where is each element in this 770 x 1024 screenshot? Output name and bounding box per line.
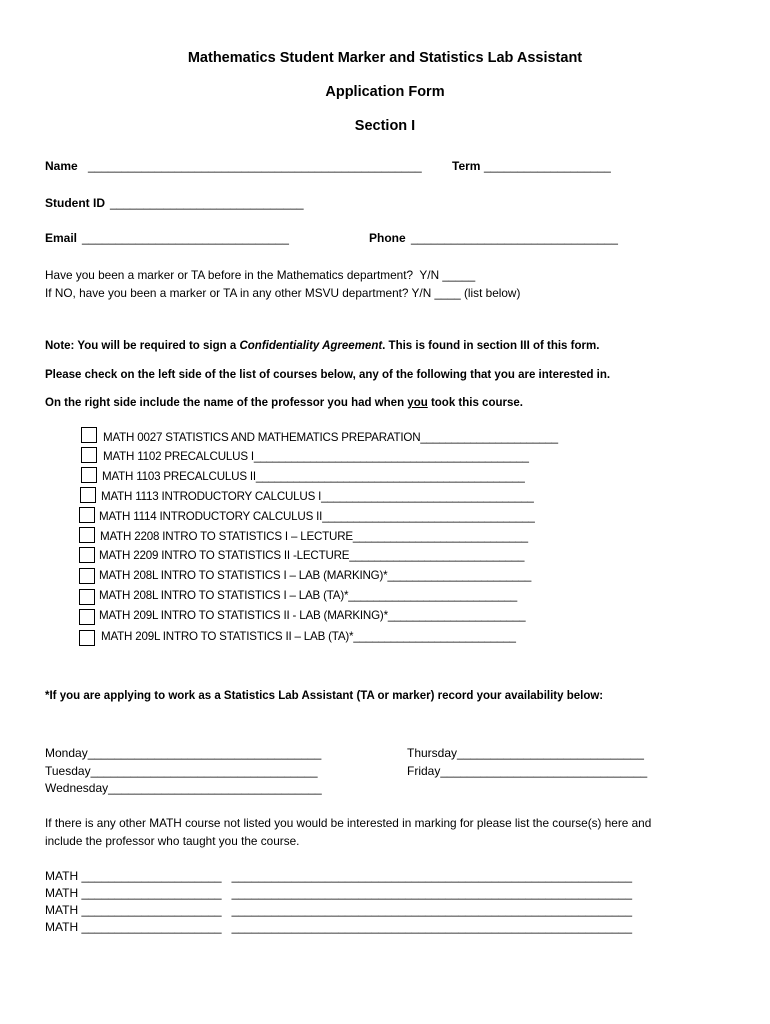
course-checkbox[interactable]: [79, 568, 95, 584]
other-course-row[interactable]: MATH _____________________ ____________________________________________________________: [45, 869, 633, 883]
name-label: Name: [45, 159, 78, 173]
phone-label: Phone: [369, 231, 406, 245]
student-id-label: Student ID: [45, 196, 105, 210]
term-label: Term: [452, 159, 481, 173]
term-field[interactable]: ___________________: [484, 159, 611, 173]
course-checkbox[interactable]: [79, 527, 95, 543]
availability-tuesday[interactable]: Tuesday__________________________________: [45, 764, 318, 778]
course-checkbox[interactable]: [80, 487, 96, 503]
note-emphasis: Confidentiality Agreement: [239, 340, 383, 352]
course-checkbox[interactable]: [81, 427, 97, 443]
other-courses-instruction-cont: include the professor who taught you the course.: [45, 834, 300, 848]
availability-thursday[interactable]: Thursday____________________________: [407, 746, 644, 760]
instruction2-underlined: you: [407, 397, 428, 409]
other-course-row[interactable]: MATH _____________________ ____________________________________________________________: [45, 920, 633, 934]
course-item: MATH 208L INTRO TO STATISTICS I – LAB (TA)*___________________________: [99, 589, 517, 602]
name-field[interactable]: __________________________________________________: [88, 159, 422, 173]
course-checkbox[interactable]: [79, 507, 95, 523]
confidentiality-note: [45, 339, 599, 354]
availability-monday[interactable]: Monday___________________________________: [45, 746, 322, 760]
course-checkbox[interactable]: [81, 467, 97, 483]
note-suffix: . This is found in section III of this form.: [382, 340, 600, 352]
course-checkbox[interactable]: [79, 609, 95, 625]
form-subtitle: Application Form: [325, 84, 445, 100]
course-item: MATH 2209 INTRO TO STATISTICS II -LECTURE____________________________: [99, 549, 525, 562]
other-courses-instruction: If there is any other MATH course not listed you would be interested in marking for please list the course(s) here and: [45, 816, 652, 830]
availability-friday[interactable]: Friday_______________________________: [407, 764, 648, 778]
instruction2-prefix: On the right side include the name of the professor you had when: [45, 397, 408, 409]
form-title: Mathematics Student Marker and Statistics Lab Assistant: [187, 50, 583, 66]
student-id-field[interactable]: _____________________________: [110, 196, 304, 210]
question-marker-ta-other: If NO, have you been a marker or TA in any other MSVU department? Y/N ____ (list below): [45, 286, 521, 300]
course-item: MATH 1103 PRECALCULUS II___________________________________________: [102, 470, 525, 483]
availability-heading: *If you are applying to work as a Statistics Lab Assistant (TA or marker) record your availability below:: [45, 690, 604, 702]
instruction-check-courses: Please check on the left side of the list of courses below, any of the following that you are interested in.: [45, 369, 611, 381]
phone-field[interactable]: _______________________________: [411, 231, 618, 245]
course-checkbox[interactable]: [79, 630, 95, 646]
course-item: MATH 209L INTRO TO STATISTICS II – LAB (TA)*__________________________: [101, 630, 516, 643]
email-label: Email: [45, 231, 78, 245]
instruction-professor: [45, 396, 523, 411]
note-prefix: Note: You will be required to sign a: [45, 340, 240, 352]
question-marker-ta-math: Have you been a marker or TA before in the Mathematics department? Y/N _____: [45, 268, 476, 282]
course-item: MATH 0027 STATISTICS AND MATHEMATICS PREPARATION______________________: [103, 431, 558, 444]
course-item: MATH 1102 PRECALCULUS I____________________________________________: [103, 450, 529, 463]
course-item: MATH 209L INTRO TO STATISTICS II - LAB (MARKING)*______________________: [99, 609, 526, 622]
email-field[interactable]: _______________________________: [82, 231, 289, 245]
other-course-row[interactable]: MATH _____________________ ____________________________________________________________: [45, 903, 633, 917]
course-item: MATH 208L INTRO TO STATISTICS I – LAB (MARKING)*_______________________: [99, 569, 532, 582]
section-heading: Section I: [354, 118, 416, 134]
other-course-row[interactable]: MATH _____________________ ____________________________________________________________: [45, 886, 633, 900]
course-item: MATH 2208 INTRO TO STATISTICS I – LECTURE____________________________: [100, 530, 528, 543]
course-item: MATH 1113 INTRODUCTORY CALCULUS I__________________________________: [101, 490, 534, 503]
availability-wednesday[interactable]: Wednesday________________________________: [45, 781, 322, 795]
course-item: MATH 1114 INTRODUCTORY CALCULUS II__________________________________: [99, 510, 535, 523]
course-checkbox[interactable]: [79, 589, 95, 605]
instruction2-suffix: took this course.: [427, 397, 523, 409]
course-checkbox[interactable]: [79, 547, 95, 563]
course-checkbox[interactable]: [81, 447, 97, 463]
